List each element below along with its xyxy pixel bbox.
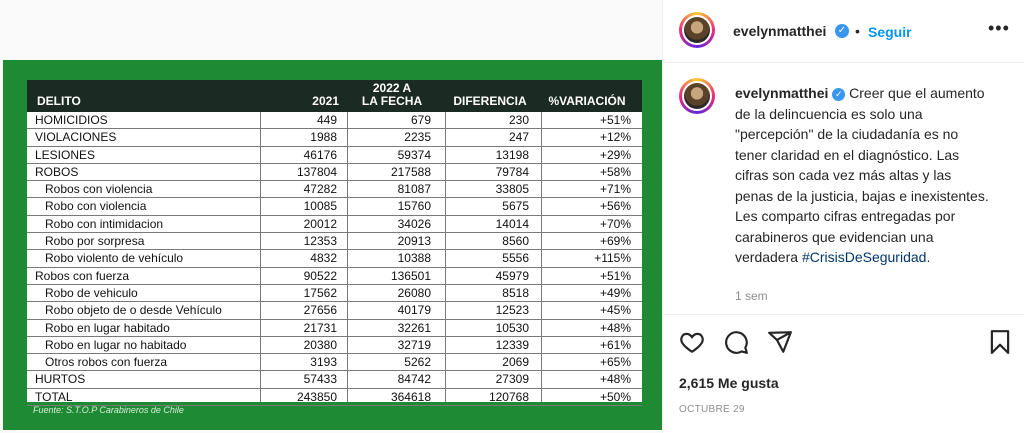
cell-variacion: +48% — [599, 320, 631, 335]
cell-2022: 84742 — [397, 372, 431, 387]
header-2022-line2: LA FECHA — [361, 94, 423, 108]
post-date: OCTUBRE 29 — [679, 404, 745, 415]
column-divider — [445, 112, 446, 402]
cell-2022: 5262 — [404, 355, 431, 370]
cell-variacion: +12% — [599, 130, 631, 145]
cell-variacion: +71% — [599, 182, 631, 197]
cell-2021: 20012 — [303, 216, 337, 231]
cell-variacion: +29% — [599, 147, 631, 162]
cell-diferencia: 120768 — [488, 389, 529, 404]
cell-diferencia: 27309 — [495, 372, 529, 387]
header-username[interactable]: evelynmatthei — [733, 23, 827, 39]
cell-variacion: +48% — [599, 372, 631, 387]
cell-2021: 1988 — [310, 130, 337, 145]
cell-2022: 20913 — [397, 234, 431, 249]
cell-diferencia: 5675 — [502, 199, 529, 214]
cell-delito: Otros robos con fuerza — [45, 355, 168, 370]
crime-statistics-table — [27, 80, 642, 402]
table-row — [27, 354, 642, 371]
cell-2021: 57433 — [303, 372, 337, 387]
cell-diferencia: 79784 — [495, 164, 529, 179]
cell-2021: 21731 — [303, 320, 337, 335]
cell-delito: ROBOS — [35, 164, 79, 179]
cell-2021: 46176 — [303, 147, 337, 162]
cell-delito: Robo de vehiculo — [45, 285, 138, 300]
comment-icon[interactable] — [723, 329, 749, 355]
table-row — [27, 147, 642, 164]
cell-diferencia: 247 — [508, 130, 529, 145]
cell-delito: Robo violento de vehículo — [45, 251, 184, 266]
table-row — [27, 285, 642, 302]
cell-variacion: +61% — [599, 337, 631, 352]
cell-delito: VIOLACIONES — [35, 130, 117, 145]
table-row — [27, 129, 642, 146]
table-row — [27, 320, 642, 337]
caption-avatar[interactable] — [679, 78, 715, 114]
cell-variacion: +45% — [599, 303, 631, 318]
post-header — [663, 0, 1024, 63]
cell-2021: 12353 — [303, 234, 337, 249]
table-header — [27, 80, 642, 112]
post-image[interactable] — [3, 60, 662, 430]
verified-badge-icon: ✓ — [832, 88, 845, 101]
cell-variacion: +70% — [599, 216, 631, 231]
cell-delito: LESIONES — [35, 147, 96, 162]
hashtag-link[interactable]: #CrisisDeSeguridad — [801, 249, 927, 265]
save-bookmark-icon[interactable] — [987, 329, 1013, 355]
cell-delito: Robo con intimidacion — [45, 216, 164, 231]
caption-end: . — [926, 249, 931, 265]
cell-delito: Robos con fuerza — [35, 268, 130, 283]
header-variacion: %VARIACIÓN — [548, 94, 626, 108]
cell-diferencia: 14014 — [495, 216, 529, 231]
cell-delito: Robo por sorpresa — [45, 234, 145, 249]
cell-diferencia: 45979 — [495, 268, 529, 283]
column-divider — [347, 112, 348, 402]
post-time-ago[interactable]: 1 sem — [735, 289, 768, 303]
caption-text: Creer que el aumento de la delincuencia es solo una "percepción" de la ciudadanía es no tener claridad en el diagnóstico. Las cifras son cada vez más altas y las penas de la justicia, bajas e inexistentes. Les comparto cifras entregadas por carabineros que evidencian una verdadera — [735, 85, 989, 265]
cell-diferencia: 230 — [508, 113, 529, 127]
cell-2021: 17562 — [303, 285, 337, 300]
post-sidebar — [662, 0, 1024, 433]
table-row — [27, 164, 642, 181]
table-row — [27, 371, 642, 388]
cell-2021: 47282 — [303, 182, 337, 197]
cell-delito: TOTAL — [35, 389, 73, 404]
cell-2021: 90522 — [303, 268, 337, 283]
cell-variacion: +50% — [599, 389, 631, 404]
cell-diferencia: 13198 — [495, 147, 529, 162]
column-divider — [541, 112, 542, 402]
avatar-photo — [684, 17, 710, 43]
table-row — [27, 112, 642, 129]
cell-diferencia: 5556 — [502, 251, 529, 266]
table-row — [27, 250, 642, 267]
follow-button[interactable]: Seguir — [868, 24, 912, 40]
cell-delito: Robos con violencia — [45, 182, 153, 197]
cell-2021: 20380 — [303, 337, 337, 352]
post-caption — [735, 83, 993, 268]
verified-badge-icon: ✓ — [835, 24, 849, 38]
cell-2022: 10388 — [397, 251, 431, 266]
cell-2021: 243850 — [296, 389, 337, 404]
cell-2021: 10085 — [303, 199, 337, 214]
action-bar — [663, 314, 1024, 315]
avatar-photo — [684, 83, 710, 109]
cell-variacion: +49% — [599, 285, 631, 300]
table-row — [27, 216, 642, 233]
header-diferencia: DIFERENCIA — [453, 94, 527, 108]
cell-2022: 34026 — [397, 216, 431, 231]
cell-2022: 81087 — [397, 182, 431, 197]
column-divider — [260, 112, 261, 402]
table-row — [27, 268, 642, 285]
cell-2021: 3193 — [310, 355, 337, 370]
table-row — [27, 198, 642, 215]
cell-delito: Robo con violencia — [45, 199, 147, 214]
table-body — [27, 112, 642, 406]
cell-2022: 136501 — [390, 268, 431, 283]
cell-delito: Robo en lugar no habitado — [45, 337, 187, 352]
cell-diferencia: 33805 — [495, 182, 529, 197]
header-2021: 2021 — [312, 94, 339, 108]
cell-variacion: +58% — [599, 164, 631, 179]
cell-variacion: +65% — [599, 355, 631, 370]
cell-2021: 27656 — [303, 303, 337, 318]
table-row — [27, 337, 642, 354]
table-row — [27, 389, 642, 406]
cell-2021: 4832 — [310, 251, 337, 266]
cell-2022: 2235 — [404, 130, 431, 145]
share-icon[interactable] — [767, 329, 793, 355]
cell-delito: Robo objeto de o desde Vehículo — [45, 303, 222, 318]
cell-diferencia: 10530 — [495, 320, 529, 335]
table-row — [27, 181, 642, 198]
separator-dot: • — [855, 23, 860, 39]
avatar[interactable] — [679, 12, 715, 48]
cell-2022: 40179 — [397, 303, 431, 318]
cell-diferencia: 12339 — [495, 337, 529, 352]
cell-delito: Robo en lugar habitado — [45, 320, 170, 335]
cell-variacion: +115% — [594, 251, 631, 266]
more-options-icon[interactable]: ••• — [988, 18, 1010, 38]
cell-variacion: +56% — [599, 199, 631, 214]
header-delito: DELITO — [37, 94, 81, 108]
cell-2022: 679 — [410, 113, 431, 127]
cell-diferencia: 2069 — [502, 355, 529, 370]
cell-2022: 217588 — [390, 164, 431, 179]
cell-2022: 32719 — [397, 337, 431, 352]
cell-diferencia: 8518 — [502, 285, 529, 300]
cell-delito: HURTOS — [35, 372, 86, 387]
cell-2021: 449 — [316, 113, 337, 127]
cell-2022: 26080 — [397, 285, 431, 300]
likes-count[interactable]: 2,615 Me gusta — [679, 375, 779, 391]
table-row — [27, 302, 642, 319]
cell-2022: 15760 — [397, 199, 431, 214]
cell-diferencia: 8560 — [502, 234, 529, 249]
header-2022 — [347, 82, 437, 108]
cell-2022: 364618 — [390, 389, 431, 404]
cell-2022: 32261 — [397, 320, 431, 335]
cell-delito: HOMICIDIOS — [35, 113, 108, 127]
table-row — [27, 233, 642, 250]
header-2022-line1: 2022 A — [372, 81, 412, 95]
table-source: Fuente: S.T.O.P Carabineros de Chile — [33, 405, 184, 415]
heart-icon[interactable] — [679, 329, 705, 355]
cell-variacion: +51% — [599, 268, 631, 283]
cell-2021: 137804 — [296, 164, 337, 179]
cell-variacion: +51% — [599, 113, 631, 127]
cell-2022: 59374 — [397, 147, 431, 162]
cell-variacion: +69% — [599, 234, 631, 249]
cell-diferencia: 12523 — [495, 303, 529, 318]
caption-username[interactable]: evelynmatthei — [735, 85, 829, 101]
